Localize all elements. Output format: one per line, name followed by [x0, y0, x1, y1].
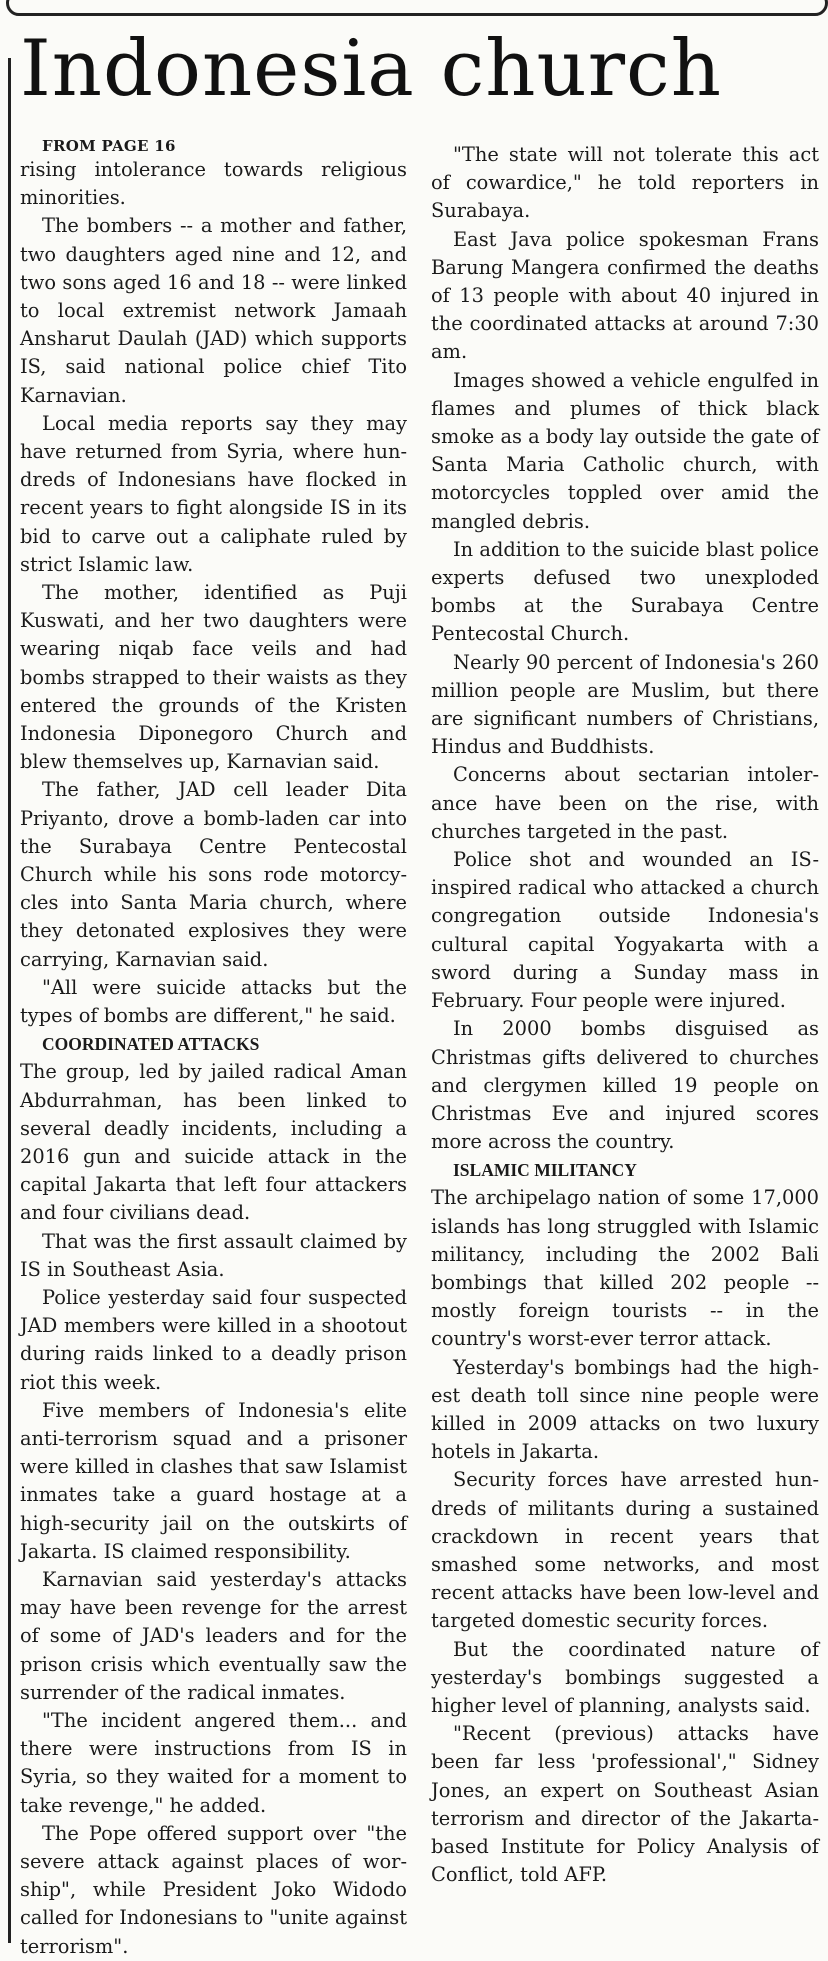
paragraph: "Recent (previous) attacks have been far less 'professional'," Sidney Jones, an expert on Southeast Asian terrorism and director of the Jakarta-based Institute for Policy Analysis of Conflict, told AFP.: [431, 1722, 819, 1887]
paragraph: The bombers -- a mother and father, two daughters aged nine and 12, and two sons aged 16 and 18 -- were linked to local extremist network Jamaah Ansharut Daulah (JAD) which supports IS, said national police chief Tito Karnavian.: [20, 214, 407, 407]
paragraph: East Java police spokesman Frans Barung Mangera confirmed the deaths of 13 people with about 40 injured in the coordinated attacks at around 7:30 am.: [431, 227, 819, 364]
paragraph: But the coordinated nature of yesterday's bombings suggested a higher level of planning, analysts said.: [431, 1637, 819, 1717]
paragraph: The archipelago nation of some 17,000 islands has long struggled with Islamic militancy, including the 2002 Bali bombings that killed 202 people -- mostly foreign tourists -- in the country's worst-ever terror attack.: [431, 1186, 819, 1351]
article-column-left: [20, 136, 407, 1961]
paragraph: Images showed a vehicle engulfed in flames and plumes of thick black smoke as a body lay outside the gate of Santa Maria Catholic church, with motorcycles toppled over amid the mangled debris.: [431, 368, 819, 533]
paragraph: That was the first assault claimed by IS in Southeast Asia.: [20, 1229, 407, 1281]
paragraph: The group, led by jailed radical Aman Abdurrahman, has been linked to several deadly incidents, including a 2016 gun and suicide attack in the capital Jakarta that left four attackers and four civilians dead.: [20, 1060, 407, 1225]
paragraph: Police shot and wounded an IS-inspired radical who attacked a church congregation outside Indonesia's cultural capital Yogyakarta with a sword during a Sunday mass in February. Four people were injured.: [431, 848, 819, 1013]
kicker: FROM PAGE 16: [42, 137, 176, 155]
paragraph: The mother, identified as Puji Kuswati, and her two daughters were wearing niqab face veils and had bombs strapped to their waists as they entered the grounds of the Kristen Indonesia Diponegoro Church and blew themselves up, Karnavian said.: [20, 581, 407, 774]
subheading: COORDINATED ATTACKS: [42, 1034, 260, 1055]
paragraph: Yesterday's bombings had the highest death toll since nine people were killed in 2009 attacks on two luxury hotels in Jakarta.: [431, 1355, 819, 1464]
top-frame-border: [6, 0, 828, 16]
left-column-rule: [8, 58, 11, 1943]
article-column-right: [431, 141, 819, 1889]
paragraph: rising intolerance towards religious minorities.: [20, 158, 407, 210]
paragraph: In 2000 bombs disguised as Christmas gifts delivered to churches and clergymen killed 19 people on Christmas Eve and injured scores more across the country.: [431, 1017, 819, 1154]
paragraph: Police yesterday said four suspected JAD members were killed in a shootout during raids linked to a deadly prison riot this week.: [20, 1285, 407, 1394]
paragraph: Security forces have arrested hundreds of militants during a sustained crackdown in recent years that smashed some networks, and most recent attacks have been low-level and targeted domestic security forces.: [431, 1468, 819, 1633]
page-title: Indonesia church: [20, 24, 722, 114]
paragraph: Local media reports say they may have returned from Syria, where hundreds of Indonesians have flocked in recent years to fight alongside IS in its bid to carve out a caliphate ruled by strict Islamic law.: [20, 411, 407, 576]
paragraph: "The incident angered them... and there were instructions from IS in Syria, so they waited for a moment to take revenge," he added.: [20, 1708, 407, 1817]
paragraph: Karnavian said yesterday's attacks may have been revenge for the arrest of some of JAD's leaders and for the prison crisis which eventually saw the surrender of the radical inmates.: [20, 1567, 407, 1704]
paragraph: "The state will not tolerate this act of cowardice," he told reporters in Surabaya.: [431, 143, 819, 223]
paragraph: The father, JAD cell leader Dita Priyanto, drove a bomb-laden car into the Surabaya Centre Pentecostal Church while his sons rode motorcycles into Santa Maria church, where they detonated explosives they were carrying, Karnavian said.: [20, 778, 407, 971]
paragraph: Nearly 90 percent of Indonesia's 260 million people are Muslim, but there are significant numbers of Christians, Hindus and Buddhists.: [431, 650, 819, 759]
paragraph: Concerns about sectarian intolerance have been on the rise, with churches targeted in the past.: [431, 763, 819, 843]
paragraph: "All were suicide attacks but the types of bombs are different," he said.: [20, 975, 407, 1028]
subheading: ISLAMIC MILITANCY: [453, 1160, 637, 1181]
paragraph: Five members of Indonesia's elite anti-terrorism squad and a prisoner were killed in clashes that saw Islamist inmates take a guard hostage at a high-security jail on the outskirts of Jakarta. IS claimed responsibility.: [20, 1398, 407, 1563]
paragraph: The Pope offered support over "the severe attack against places of worship", while President Joko Widodo called for Indonesians to "unite against terrorism".: [20, 1821, 407, 1958]
paragraph: In addition to the suicide blast police experts defused two unexploded bombs at the Surabaya Centre Pentecostal Church.: [431, 537, 819, 646]
